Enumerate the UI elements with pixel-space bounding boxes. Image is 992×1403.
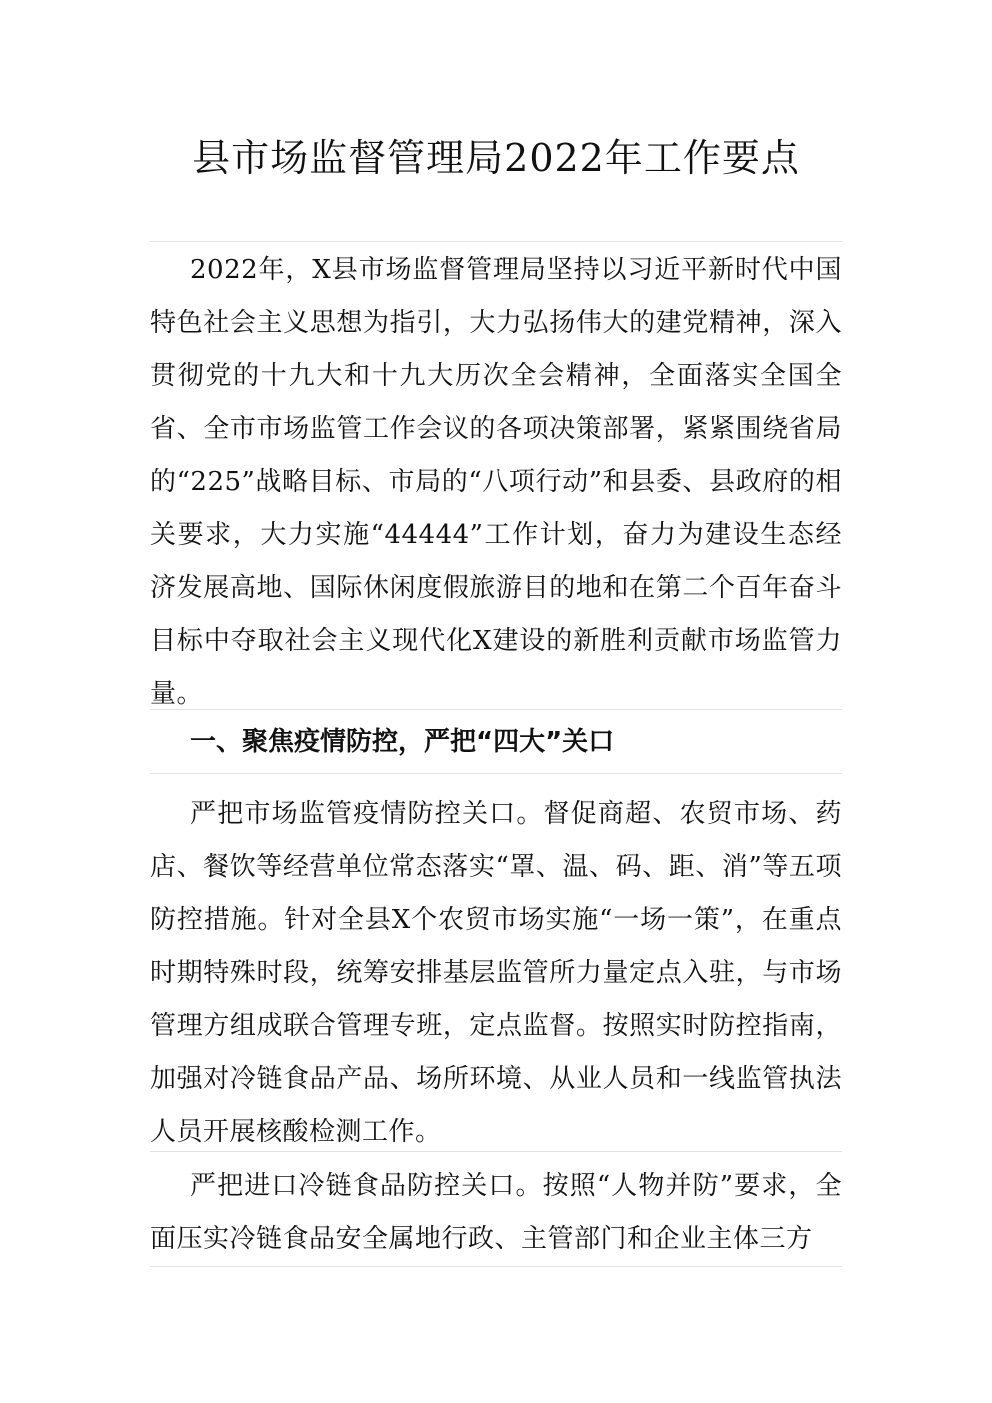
section-1-paragraph-2: 严把进口冷链食品防控关口。按照“人物并防”要求，全面压实冷链食品安全属地行政、主管部门和企业主体三方	[150, 1171, 842, 1254]
section-1-paragraph-2-block	[150, 1151, 842, 1267]
document-title: 县市场监督管理局2022年工作要点	[192, 136, 800, 180]
section-1-paragraph-1: 严把市场监管疫情防控关口。督促商超、农贸市场、药店、餐饮等经营单位常态落实“罩、温、码、距、消”等五项防控措施。针对全县X个农贸市场实施“一场一策”，在重点时期特殊时段，统筹安排基层监管所力量定点入驻，与市场管理方组成联合管理专班，定点监督。按照实时防控指南，加强对冷链食品产品、场所环境、从业人员和一线监管执法人员开展核酸检测工作。	[150, 799, 842, 1147]
intro-block	[150, 241, 842, 709]
section-1-paragraph-1-block	[150, 773, 842, 1151]
section-1-heading-block	[150, 709, 842, 773]
section-1-heading: 一、聚焦疫情防控，严把“四大”关口	[190, 727, 615, 757]
intro-paragraph: 2022年，X县市场监督管理局坚持以习近平新时代中国特色社会主义思想为指引，大力弘扬伟大的建党精神，深入贯彻党的十九大和十九大历次全会精神，全面落实全国全省、全市市场监管工作会议的各项决策部署，紧紧围绕省局的“225”战略目标、市局的“八项行动”和县委、县政府的相关要求，大力实施“44444”工作计划，奋力为建设生态经济发展高地、国际休闲度假旅游目的地和在第二个百年奋斗目标中夺取社会主义现代化X建设的新胜利贡献市场监管力量。	[150, 255, 842, 709]
